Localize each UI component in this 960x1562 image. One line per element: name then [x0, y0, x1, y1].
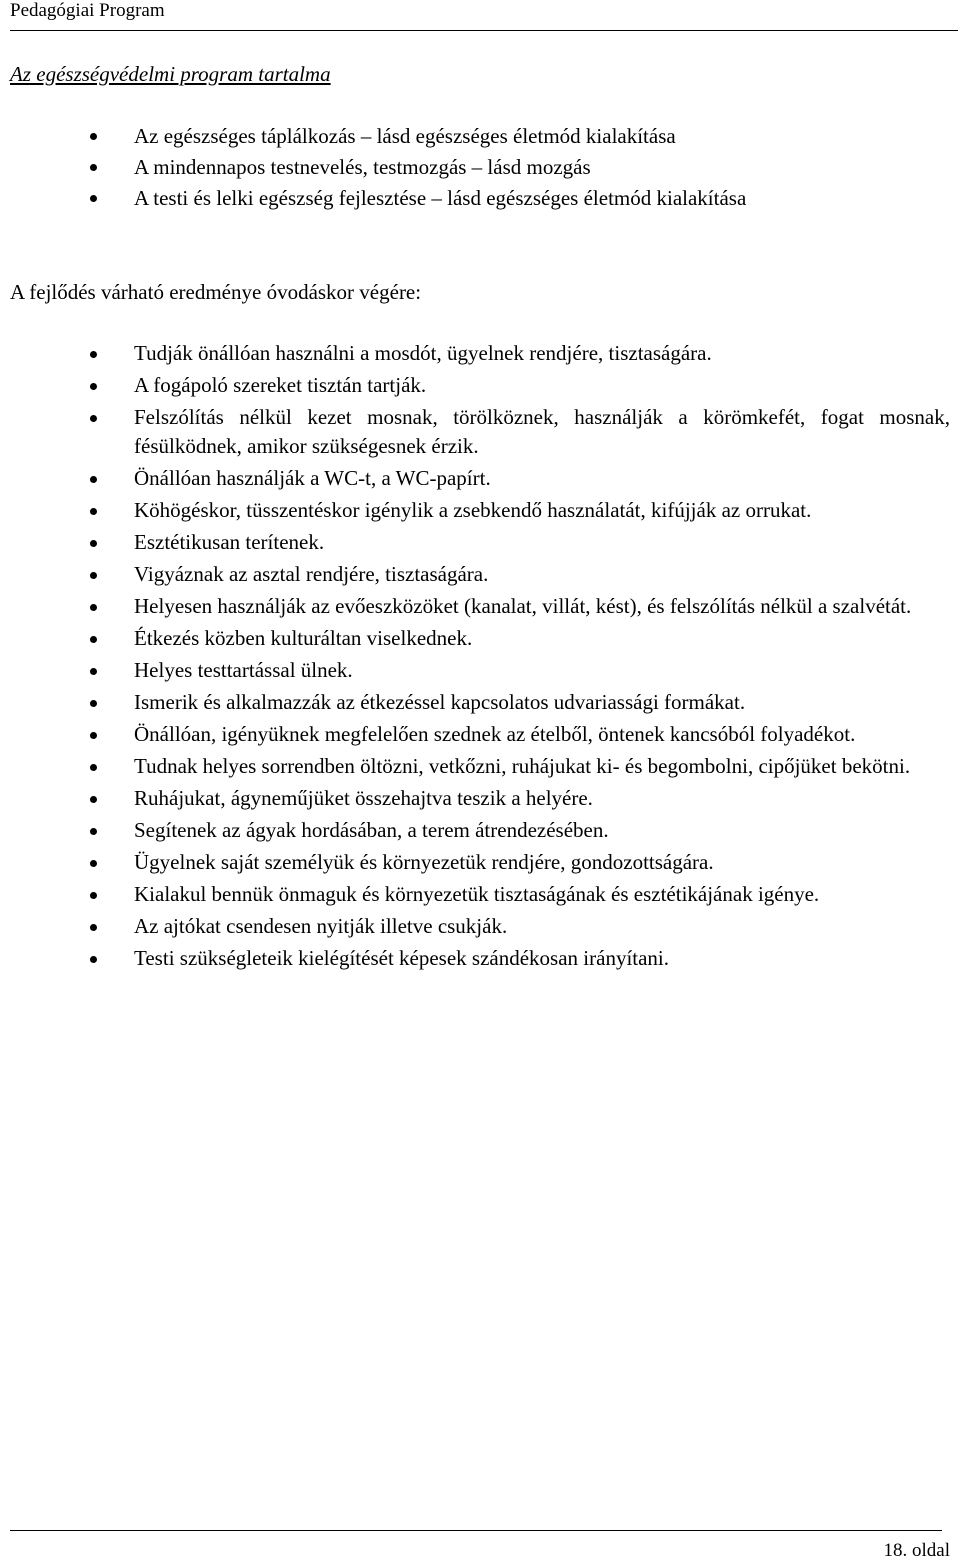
bullet-icon [90, 604, 97, 611]
bullet-icon [90, 572, 97, 579]
list-item: A testi és lelki egészség fejlesztése – lásd egészséges életmód kialakítása [0, 183, 950, 214]
list-item: Kialakul bennük önmaguk és környezetük tisztaságának és esztétikájának igénye. [0, 880, 950, 909]
section-title: Az egészségvédelmi program tartalma [10, 62, 331, 86]
page-header-title: Pedagógiai Program [10, 0, 165, 21]
development-heading: A fejlődés várható eredménye óvodáskor végére: [10, 280, 422, 304]
bullet-icon [90, 892, 97, 899]
bullet-icon [90, 860, 97, 867]
list-item: Tudják önállóan használni a mosdót, ügyelnek rendjére, tisztaságára. [0, 339, 950, 368]
list-item: Önállóan használják a WC-t, a WC-papírt. [0, 464, 950, 493]
list-item: A fogápoló szereket tisztán tartják. [0, 371, 950, 400]
development-outcomes-list [0, 339, 950, 973]
bullet-icon [90, 351, 97, 358]
list-item: Ügyelnek saját személyük és környezetük rendjére, gondozottságára. [0, 848, 950, 877]
list-item: A mindennapos testnevelés, testmozgás – lásd mozgás [0, 152, 950, 183]
bullet-icon [90, 828, 97, 835]
health-program-list [0, 121, 950, 214]
bullet-icon [90, 383, 97, 390]
bullet-icon [90, 668, 97, 675]
list-item: Önállóan, igényüknek megfelelően szednek az ételből, öntenek kancsóból folyadékot. [0, 720, 950, 749]
bullet-icon [90, 636, 97, 643]
bullet-icon [90, 956, 97, 963]
bullet-icon [90, 796, 97, 803]
header-divider [10, 30, 958, 31]
list-item: Étkezés közben kulturáltan viselkednek. [0, 624, 950, 653]
list-item: Helyes testtartással ülnek. [0, 656, 950, 685]
footer-divider [10, 1530, 942, 1531]
bullet-icon [90, 540, 97, 547]
bullet-icon [90, 732, 97, 739]
bullet-icon [90, 508, 97, 515]
list-item: Helyesen használják az evőeszközöket (kanalat, villát, kést), és felszólítás nélkül a szalvétát. [0, 592, 950, 621]
bullet-icon [90, 476, 97, 483]
list-item: Esztétikusan terítenek. [0, 528, 950, 557]
bullet-icon [90, 133, 97, 140]
list-item: Vigyáznak az asztal rendjére, tisztaságára. [0, 560, 950, 589]
list-item: Felszólítás nélkül kezet mosnak, törölköznek, használják a körömkefét, fogat mosnak, fésülködnek, amikor szükségesnek érzik. [0, 403, 950, 461]
page-number: 18. oldal [883, 1540, 950, 1561]
list-item: Köhögéskor, tüsszentéskor igénylik a zsebkendő használatát, kifújják az orrukat. [0, 496, 950, 525]
bullet-icon [90, 195, 97, 202]
bullet-icon [90, 924, 97, 931]
bullet-icon [90, 415, 97, 422]
list-item: Segítenek az ágyak hordásában, a terem átrendezésében. [0, 816, 950, 845]
list-item: Ruhájukat, ágyneműjüket összehajtva teszik a helyére. [0, 784, 950, 813]
bullet-icon [90, 764, 97, 771]
list-item: Az egészséges táplálkozás – lásd egészséges életmód kialakítása [0, 121, 950, 152]
list-item: Tudnak helyes sorrendben öltözni, vetkőzni, ruhájukat ki- és begombolni, cipőjüket bekötni. [0, 752, 950, 781]
list-item: Testi szükségleteik kielégítését képesek szándékosan irányítani. [0, 944, 950, 973]
bullet-icon [90, 164, 97, 171]
bullet-icon [90, 700, 97, 707]
list-item: Ismerik és alkalmazzák az étkezéssel kapcsolatos udvariassági formákat. [0, 688, 950, 717]
list-item: Az ajtókat csendesen nyitják illetve csukják. [0, 912, 950, 941]
